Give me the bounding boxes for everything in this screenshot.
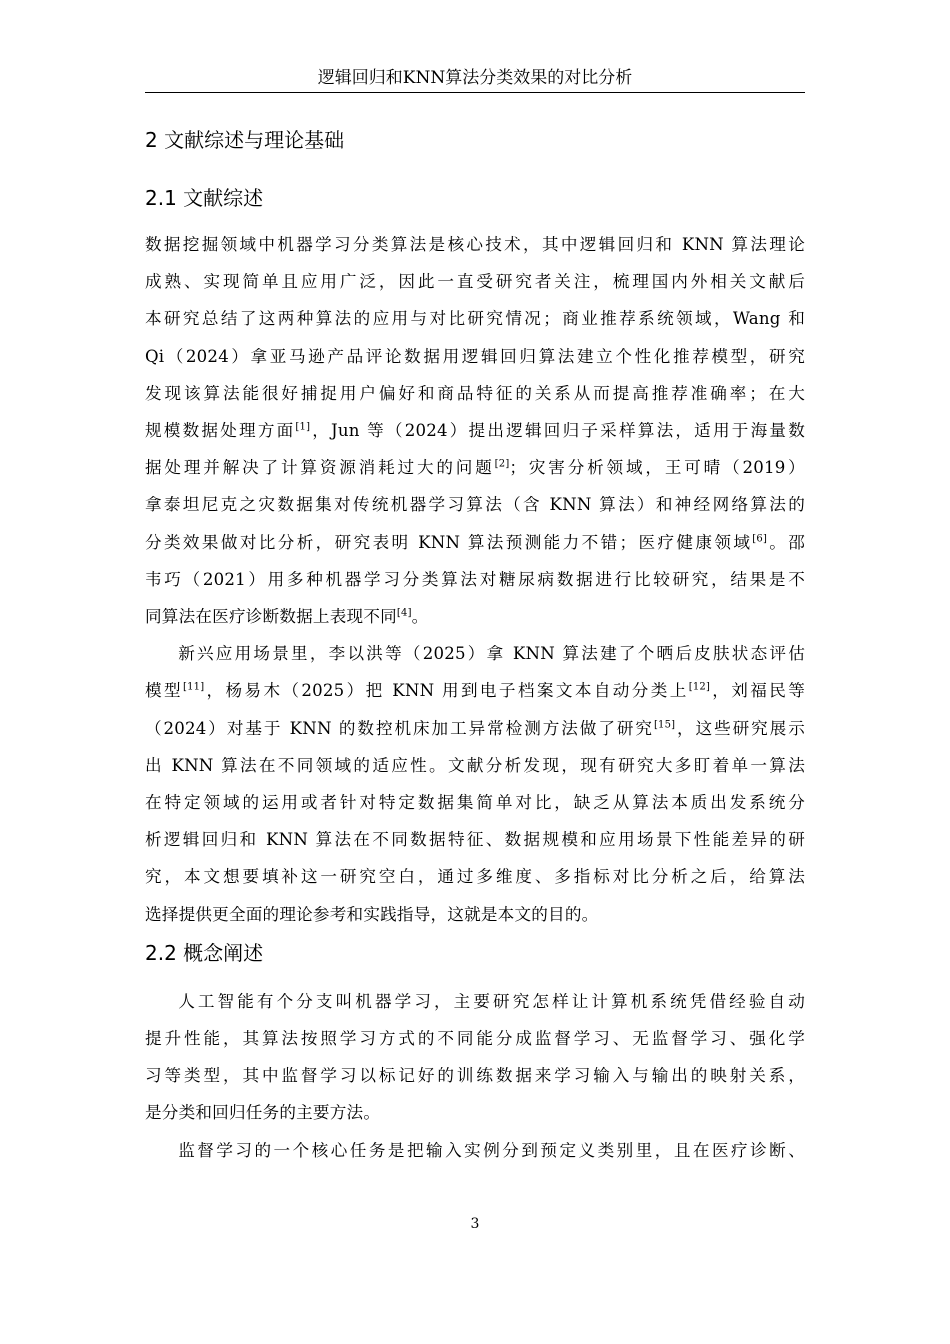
- text-segment: 模型: [145, 681, 183, 701]
- page-body: [145, 124, 805, 1169]
- text-segment: 出 KNN 算法在不同领域的适应性。文献分析发现，现有研究大多盯着单一算法: [145, 755, 805, 775]
- text-line: [145, 747, 805, 784]
- citation-ref: [4]: [396, 607, 412, 619]
- text-line: [145, 375, 805, 412]
- text-line: [145, 1057, 805, 1094]
- text-line: [145, 263, 805, 300]
- text-line: [145, 821, 805, 858]
- citation-ref: [6]: [752, 533, 768, 545]
- text-segment: ，刘福民等: [710, 681, 805, 701]
- text-segment: 究，本文想要填补这一研究空白，通过多维度、多指标对比分析之后，给算法: [145, 867, 805, 887]
- page-number: 3: [470, 1216, 480, 1232]
- text-line: [145, 338, 805, 375]
- paragraph-literature-2: [145, 635, 805, 933]
- text-segment: 在特定领域的运用或者针对特定数据集简单对比，缺乏从算法本质出发系统分: [145, 793, 805, 813]
- header-divider: [145, 92, 805, 93]
- text-line: [145, 1094, 805, 1131]
- paragraph-concept-2: [145, 1132, 805, 1169]
- text-segment: 提升性能，其算法按照学习方式的不同能分成监督学习、无监督学习、强化学: [145, 1029, 805, 1049]
- text-segment: ，杨易木（2025）把 KNN 用到电子档案文本自动分类上: [204, 681, 689, 701]
- text-line: [145, 226, 805, 263]
- text-line: [145, 598, 805, 635]
- chapter-heading: 2 文献综述与理论基础: [145, 128, 345, 152]
- text-line: [145, 449, 805, 486]
- text-segment: 本研究总结了这两种算法的应用与对比研究情况；商业推荐系统领域，Wang 和: [145, 309, 805, 329]
- text-segment: 。: [411, 607, 429, 627]
- text-segment: 选择提供更全面的理论参考和实践指导，这就是本文的目的。: [145, 904, 599, 924]
- text-line: [145, 858, 805, 895]
- paragraph-literature-1: [145, 226, 805, 635]
- text-segment: 韦巧（2021）用多种机器学习分类算法对糖尿病数据进行比较研究，结果是不: [145, 569, 805, 589]
- text-segment: ，这些研究展示: [675, 718, 805, 738]
- text-line: [145, 524, 805, 561]
- text-segment: Qi（2024）拿亚马逊产品评论数据用逻辑回归算法建立个性化推荐模型，研究: [145, 346, 805, 366]
- citation-ref: [2]: [494, 458, 510, 470]
- citation-ref: [12]: [688, 681, 711, 693]
- text-line: [145, 710, 805, 747]
- text-segment: 规模数据处理方面: [145, 421, 296, 441]
- text-segment: 监督学习的一个核心任务是把输入实例分到预定义类别里，且在医疗诊断、: [178, 1140, 805, 1160]
- text-segment: ；灾害分析领域，王可晴（2019）: [509, 458, 805, 478]
- paragraph-concept-1: [145, 983, 805, 1132]
- text-segment: 同算法在医疗诊断数据上表现不同: [145, 607, 397, 627]
- text-segment: 分类效果做对比分析，研究表明 KNN 算法预测能力不错；医疗健康领域: [145, 532, 753, 552]
- citation-ref: [11]: [182, 681, 205, 693]
- text-line: [145, 486, 805, 523]
- citation-ref: [15]: [653, 719, 676, 731]
- text-segment: 。邵: [767, 532, 805, 552]
- text-line: [145, 412, 805, 449]
- text-segment: 拿泰坦尼克之灾数据集对传统机器学习算法（含 KNN 算法）和神经网络算法的: [145, 495, 805, 515]
- text-line: [145, 300, 805, 337]
- text-segment: 成熟、实现简单且应用广泛，因此一直受研究者关注，梳理国内外相关文献后: [145, 272, 805, 292]
- text-segment: 析逻辑回归和 KNN 算法在不同数据特征、数据规模和应用场景下性能差异的研: [145, 830, 805, 850]
- text-segment: 新兴应用场景里，李以洪等（2025）拿 KNN 算法建了个晒后皮肤状态评估: [178, 644, 805, 664]
- section-heading-2-2: 2.2 概念阐述: [145, 940, 264, 965]
- text-line: [145, 561, 805, 598]
- text-segment: 是分类和回归任务的主要方法。: [145, 1103, 381, 1123]
- section-heading-2-1: 2.1 文献综述: [145, 186, 264, 210]
- text-segment: 人工智能有个分支叫机器学习，主要研究怎样让计算机系统凭借经验自动: [178, 991, 805, 1011]
- text-line: [145, 983, 805, 1020]
- text-line: [145, 672, 805, 709]
- text-segment: 数据挖掘领域中机器学习分类算法是核心技术，其中逻辑回归和 KNN 算法理论: [145, 235, 805, 254]
- text-segment: ，Jun 等（2024）提出逻辑回归子采样算法，适用于海量数: [310, 421, 805, 441]
- text-line: [145, 1020, 805, 1057]
- text-line: [145, 784, 805, 821]
- citation-ref: [1]: [295, 421, 311, 433]
- text-segment: 据处理并解决了计算资源消耗过大的问题: [145, 458, 495, 478]
- text-segment: 习等类型，其中监督学习以标记好的训练数据来学习输入与输出的映射关系，: [145, 1066, 805, 1086]
- text-segment: 发现该算法能很好捕捉用户偏好和商品特征的关系从而提高推荐准确率；在大: [145, 383, 805, 403]
- text-line: [145, 896, 805, 933]
- running-header-title: 逻辑回归和KNN算法分类效果的对比分析: [317, 68, 633, 88]
- text-line: [145, 1132, 805, 1169]
- text-segment: （2024）对基于 KNN 的数控机床加工异常检测方法做了研究: [145, 718, 654, 738]
- text-line: [145, 635, 805, 672]
